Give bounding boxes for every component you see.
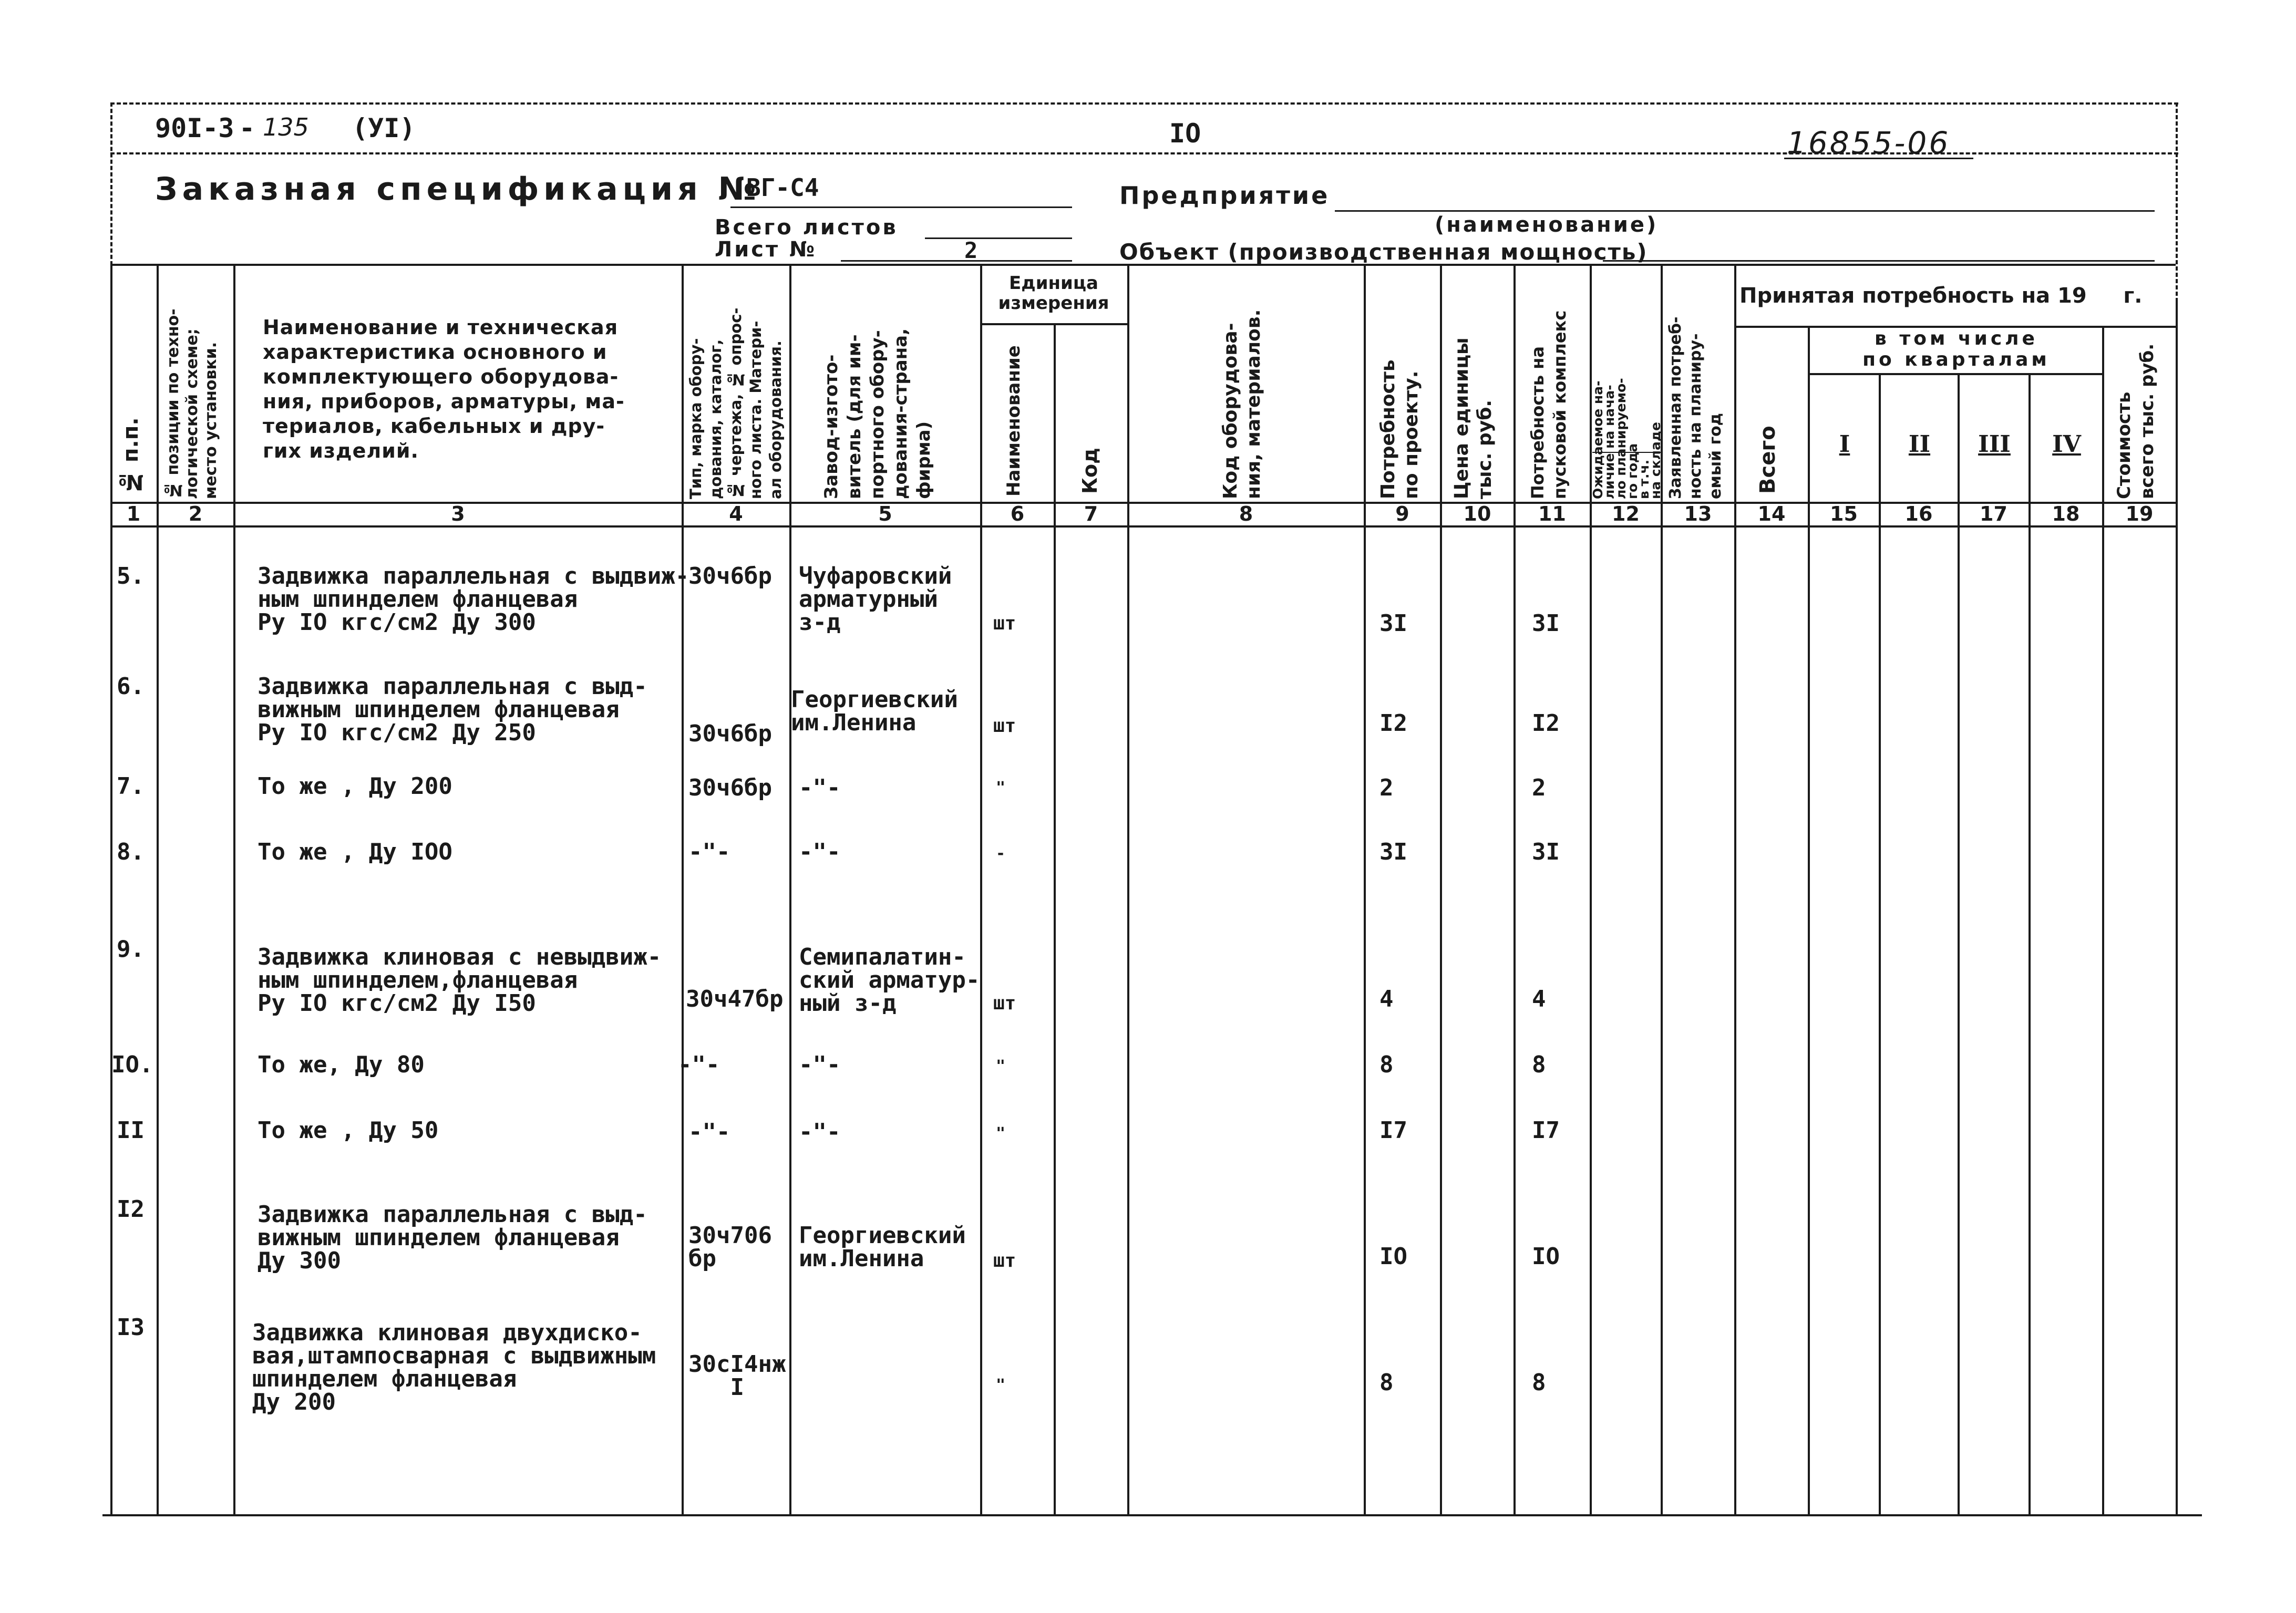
col-header-expected: Ожидаемое на- личие на нача- ло планируемо- го года в т.ч. на складе: [1590, 378, 1663, 499]
row-item-type: 30ч6бр: [688, 774, 772, 801]
col-number: 13: [1684, 502, 1712, 525]
col-header-unit-code: Код: [1078, 448, 1101, 494]
col-number: 11: [1538, 502, 1566, 525]
row-item-maker: -"-: [799, 774, 841, 801]
col-sep-13: [1734, 264, 1736, 1514]
row-item-name: Задвижка параллельная с выд- вижным шпинделем фланцевая Ру IO кгс/см2 Ду 250: [258, 673, 647, 746]
row-item-qty: 2: [1379, 774, 1394, 801]
row-item-qty-start: 8: [1532, 1369, 1546, 1396]
table-top-line: [110, 264, 2176, 266]
col-sep-17: [2029, 373, 2031, 1514]
col-number: 2: [188, 502, 203, 525]
row-item-name: Задвижка параллельная с выд- вижным шпинделем фланцевая Ду 300: [258, 1201, 647, 1274]
row-number: 8.: [117, 839, 145, 865]
col-number: 19: [2125, 502, 2154, 525]
col-header-position: № позиции по техно- логической схеме; место установки.: [164, 308, 220, 499]
row-item-qty-start: I7: [1532, 1117, 1560, 1144]
row-item-unit: ": [996, 1376, 1006, 1394]
album-label: (УI): [352, 113, 416, 143]
col-header-declared: Заявленная потреб- ность на планиру- емый год: [1666, 316, 1725, 499]
frame-right-dashed: [2176, 102, 2178, 302]
row-item-name: Задвижка клиновая двухдиско- вая,штампосварная с выдвижным шпинделем фланцевая Ду 200: [252, 1319, 656, 1415]
row-item-type: -"-: [678, 1051, 720, 1078]
doc-code: 90I-3: [155, 113, 234, 143]
row-item-name: Задвижка клиновая с невыдвиж- ным шпинделем,фланцевая Ру IO кгс/см2 Ду I50: [258, 944, 662, 1017]
row-item-qty-start: 3I: [1532, 610, 1560, 637]
col-header-start-need: Потребность на пусковой комплекс: [1528, 310, 1570, 499]
col-header-type: Тип, марка обору- дования, каталог, № чертежа, № опрос- ного листа. Матери- ал оборудования.: [687, 307, 785, 499]
row-item-maker: Семипалатин- ский арматур- ный з-д: [799, 944, 980, 1017]
row-item-unit: шт: [993, 613, 1016, 634]
row-number: II: [117, 1117, 145, 1144]
col-header-maker: Завод-изгото- витель (для им- портного обору- дования-страна, фирма): [821, 328, 934, 499]
col-number: 7: [1084, 502, 1098, 525]
col-header-accepted-group: Принятая потребность на 19 г.: [1739, 284, 2143, 308]
row-item-unit: ": [996, 779, 1006, 797]
page-number: IO: [1169, 118, 1201, 149]
object-line: [1603, 260, 2155, 262]
sheet-label: Лист №: [715, 237, 817, 262]
row-item-qty: IO: [1379, 1243, 1407, 1270]
row-item-unit: ": [996, 1057, 1006, 1076]
col-number: 4: [729, 502, 743, 525]
total-sheets-line: [925, 237, 1072, 239]
enterprise-label: Предприятие: [1119, 181, 1330, 210]
col-header-quarter-group: в том числе по кварталам: [1862, 328, 2050, 370]
col-sep-7: [1127, 264, 1129, 1514]
row-item-maker: -"-: [799, 839, 841, 865]
row-item-type: 30ч6бр: [688, 563, 772, 590]
col-number: 12: [1612, 502, 1640, 525]
row-number: 9.: [117, 936, 145, 963]
row-item-qty-start: 3I: [1532, 839, 1560, 865]
row-item-unit: шт: [993, 992, 1016, 1014]
row-number: 7.: [117, 773, 145, 800]
row-item-qty: 3I: [1379, 839, 1407, 865]
sheet-id-underline: [1784, 158, 1973, 159]
row-item-unit: -: [996, 844, 1006, 863]
col-number: 3: [451, 502, 465, 525]
row-item-qty: 8: [1379, 1051, 1394, 1078]
col-header-name: Наименование и техническая характеристика основного и комплектующего оборудова- ния, приборов, арматуры, ма- териалов, кабельных и дру- гих изделий.: [263, 316, 625, 462]
frame-right-line: [2176, 302, 2178, 1516]
col-sep-9: [1440, 264, 1442, 1514]
row-item-maker: -"-: [799, 1119, 841, 1145]
row-item-maker: Чуфаровский арматурный з-д: [799, 563, 952, 636]
col-sep-16: [1958, 373, 1960, 1514]
col-sep-5: [980, 264, 982, 1514]
enterprise-hint: (наименование): [1435, 213, 1659, 237]
sheet-number-line: [841, 260, 1072, 262]
row-item-qty-start: 2: [1532, 774, 1546, 801]
object-label: Объект (производственная мощность): [1119, 239, 1648, 265]
col-number: 18: [2052, 502, 2080, 525]
col-header-equip-code: Код оборудова- ния, материалов.: [1220, 309, 1264, 499]
row-item-type: 30ч6бр: [688, 720, 772, 747]
col-sep-10: [1513, 264, 1516, 1514]
spec-title: Заказная спецификация №: [155, 171, 761, 208]
row-item-name: Задвижка параллельная с выдвиж- ным шпинделем фланцевая Ру IO кгс/см2 Ду 300: [258, 563, 689, 636]
col-header-num: № п.п.: [119, 417, 143, 494]
row-item-maker: Георгиевский им.Ленина: [799, 1222, 966, 1272]
col-sep-1: [157, 264, 159, 1514]
col-header-q2: II: [1908, 431, 1931, 458]
col-number: 17: [1980, 502, 2007, 525]
col-header-unit-group: Единица измерения: [998, 273, 1109, 314]
frame-top-line: [110, 102, 2178, 105]
row-item-qty: 4: [1379, 986, 1394, 1012]
enterprise-line: [1335, 210, 2155, 212]
row-number: 5.: [117, 563, 145, 590]
doc-code-hand: 135: [263, 113, 309, 141]
col-sep-6: [1054, 323, 1056, 1514]
row-item-type: -"-: [688, 1119, 730, 1145]
col-header-price: Цена единицы тыс. руб.: [1451, 337, 1496, 499]
frame-left-line: [110, 265, 112, 1516]
row-number: 6.: [117, 673, 145, 700]
col-number: 5: [878, 502, 892, 525]
spec-number: ВГ-С4: [746, 173, 819, 202]
row-item-qty: I2: [1379, 710, 1407, 737]
row-item-unit: шт: [993, 715, 1016, 737]
row-item-name: То же, Ду 80: [258, 1051, 425, 1078]
col-header-need: Потребность по проекту.: [1377, 359, 1422, 499]
col-number: 6: [1010, 502, 1025, 525]
row-item-qty: I7: [1379, 1117, 1407, 1144]
col-sep-15: [1879, 373, 1881, 1514]
col-header-total: Всего: [1756, 426, 1780, 494]
row-item-qty-start: I2: [1532, 710, 1560, 737]
row-item-maker: -"-: [799, 1051, 841, 1078]
total-sheets-label: Всего листов: [715, 215, 898, 240]
col-sep-3: [682, 264, 684, 1514]
row-number: IO.: [111, 1051, 153, 1078]
row-number: I2: [117, 1196, 145, 1223]
table-body-top-line: [110, 525, 2176, 528]
dash-sep: -: [239, 113, 255, 143]
row-item-qty-start: 8: [1532, 1051, 1546, 1078]
quarter-group-line: [1808, 373, 2102, 375]
row-item-unit: ": [996, 1124, 1006, 1143]
col-number: 15: [1830, 502, 1858, 525]
sheet-id: 16855-06: [1787, 125, 1951, 161]
col-sep-8: [1364, 264, 1366, 1514]
sheet-number: 2: [964, 237, 978, 263]
col-number: 9: [1395, 502, 1409, 525]
row-number: I3: [117, 1314, 145, 1341]
frame-bottom-line: [102, 1514, 2202, 1516]
row-item-maker: Георгиевский им.Ленина: [791, 686, 958, 736]
row-item-qty-start: 4: [1532, 986, 1546, 1012]
frame-left-dashed: [110, 102, 112, 265]
col-sep-2: [233, 264, 235, 1514]
row-item-type: -"-: [688, 839, 730, 865]
unit-group-line: [980, 323, 1127, 325]
col-sep-4: [789, 264, 791, 1514]
row-item-qty-start: IO: [1532, 1243, 1560, 1270]
col-header-q3: III: [1978, 431, 2011, 458]
row-item-name: То же , Ду 200: [258, 773, 452, 800]
col-number: 10: [1463, 502, 1491, 525]
row-item-type: 30ч47бр: [686, 986, 784, 1012]
row-item-name: То же , Ду 50: [258, 1117, 439, 1144]
col-header-q1: I: [1839, 431, 1850, 458]
row-item-name: То же , Ду IOO: [258, 839, 452, 865]
spec-number-line: [730, 206, 1072, 208]
row-item-unit: шт: [993, 1250, 1016, 1271]
row-item-type: 30ч706 бр: [688, 1222, 772, 1272]
row-item-qty: 3I: [1379, 610, 1407, 637]
col-header-unit-name: Наименование: [1003, 345, 1024, 497]
col-number: 16: [1904, 502, 1933, 525]
col-header-cost: Стоимость всего тыс. руб.: [2114, 343, 2158, 499]
col-header-q4: IV: [2052, 431, 2081, 458]
col-number: 8: [1239, 502, 1253, 525]
col-number: 14: [1757, 502, 1786, 525]
col-number: 1: [126, 502, 141, 525]
row-item-type: 30сI4нж I: [688, 1351, 786, 1401]
row-item-qty: 8: [1379, 1369, 1394, 1396]
